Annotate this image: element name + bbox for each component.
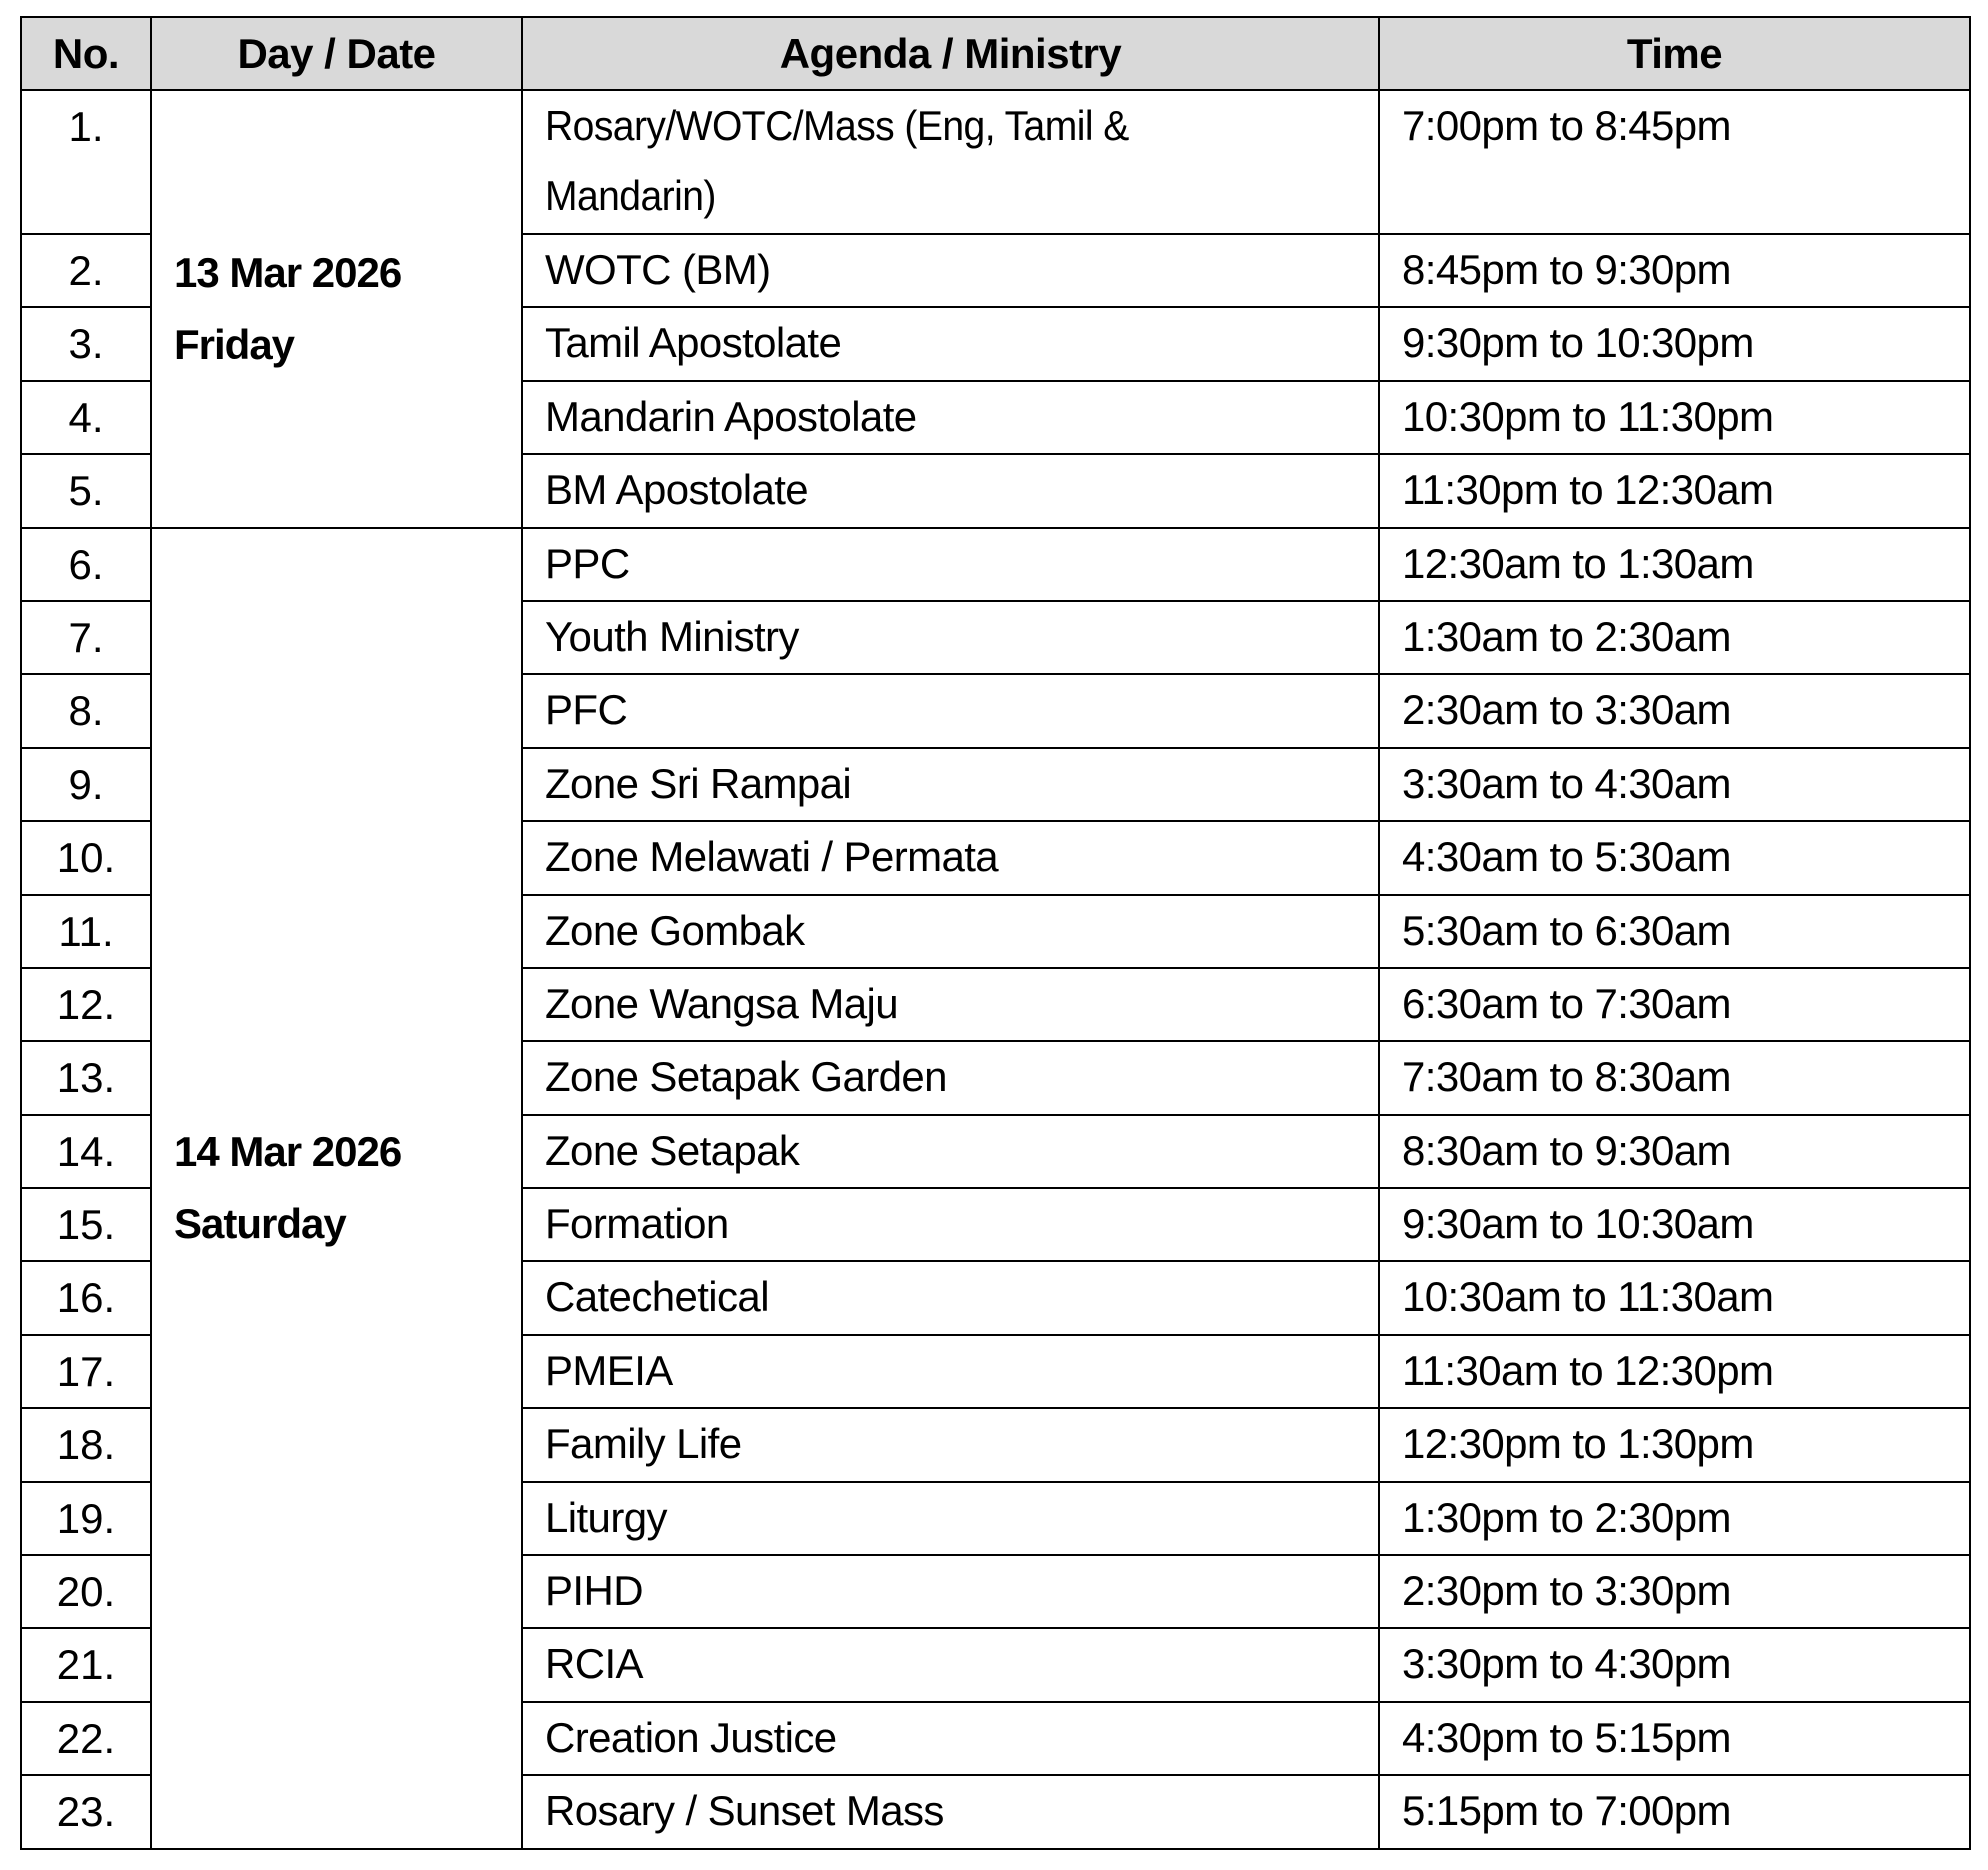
row-number: 12. [21, 968, 151, 1041]
time-cell: 1:30am to 2:30am [1379, 601, 1970, 674]
time-cell: 5:15pm to 7:00pm [1379, 1775, 1970, 1848]
time-cell: 2:30pm to 3:30pm [1379, 1555, 1970, 1628]
row-number: 14. [21, 1115, 151, 1188]
time-cell: 9:30pm to 10:30pm [1379, 307, 1970, 380]
row-number: 13. [21, 1041, 151, 1114]
time-cell: 8:45pm to 9:30pm [1379, 234, 1970, 307]
row-number: 4. [21, 381, 151, 454]
header-day-date: Day / Date [151, 17, 522, 90]
row-number: 6. [21, 528, 151, 601]
time-cell: 3:30am to 4:30am [1379, 748, 1970, 821]
day-label: Friday [174, 320, 295, 368]
agenda-cell: Zone Setapak Garden [522, 1041, 1379, 1114]
agenda-cell: Youth Ministry [522, 601, 1379, 674]
agenda-cell: PFC [522, 674, 1379, 747]
agenda-cell: RCIA [522, 1628, 1379, 1701]
date-label: 14 Mar 2026 [174, 1128, 402, 1176]
day-date-cell-saturday [151, 528, 522, 1849]
row-number: 22. [21, 1702, 151, 1775]
header-row [21, 17, 1970, 90]
row-number: 20. [21, 1555, 151, 1628]
agenda-cell: Zone Sri Rampai [522, 748, 1379, 821]
table-row [21, 90, 1970, 234]
time-cell: 11:30pm to 12:30am [1379, 454, 1970, 527]
agenda-line-2: Mandarin) [545, 172, 716, 219]
agenda-cell: Catechetical [522, 1261, 1379, 1334]
row-number: 23. [21, 1775, 151, 1848]
time-cell: 10:30pm to 11:30pm [1379, 381, 1970, 454]
header-agenda: Agenda / Ministry [522, 17, 1379, 90]
row-number: 17. [21, 1335, 151, 1408]
agenda-cell: Zone Wangsa Maju [522, 968, 1379, 1041]
agenda-cell: Mandarin Apostolate [522, 381, 1379, 454]
row-number: 18. [21, 1408, 151, 1481]
agenda-cell: Zone Gombak [522, 895, 1379, 968]
agenda-cell: Liturgy [522, 1482, 1379, 1555]
row-number: 21. [21, 1628, 151, 1701]
agenda-cell: PIHD [522, 1555, 1379, 1628]
agenda-cell: Zone Setapak [522, 1115, 1379, 1188]
time-cell: 3:30pm to 4:30pm [1379, 1628, 1970, 1701]
agenda-cell: Family Life [522, 1408, 1379, 1481]
table-row [21, 528, 1970, 601]
row-number: 3. [21, 307, 151, 380]
time-cell: 12:30pm to 1:30pm [1379, 1408, 1970, 1481]
agenda-line-1: Rosary/WOTC/Mass (Eng, Tamil & [545, 102, 1129, 149]
time-cell: 7:00pm to 8:45pm [1379, 90, 1970, 234]
date-label: 13 Mar 2026 [174, 248, 402, 296]
agenda-cell: Creation Justice [522, 1702, 1379, 1775]
agenda-cell: WOTC (BM) [522, 234, 1379, 307]
time-cell: 12:30am to 1:30am [1379, 528, 1970, 601]
time-cell: 4:30pm to 5:15pm [1379, 1702, 1970, 1775]
agenda-cell: BM Apostolate [522, 454, 1379, 527]
agenda-cell [522, 90, 1379, 234]
agenda-cell: PPC [522, 528, 1379, 601]
row-number: 9. [21, 748, 151, 821]
row-number: 16. [21, 1261, 151, 1334]
time-cell: 11:30am to 12:30pm [1379, 1335, 1970, 1408]
row-number: 7. [21, 601, 151, 674]
agenda-cell: PMEIA [522, 1335, 1379, 1408]
day-label: Saturday [174, 1200, 346, 1248]
time-cell: 8:30am to 9:30am [1379, 1115, 1970, 1188]
agenda-cell: Tamil Apostolate [522, 307, 1379, 380]
time-cell: 6:30am to 7:30am [1379, 968, 1970, 1041]
row-number: 2. [21, 234, 151, 307]
row-number: 15. [21, 1188, 151, 1261]
header-no: No. [21, 17, 151, 90]
agenda-cell: Zone Melawati / Permata [522, 821, 1379, 894]
time-cell: 9:30am to 10:30am [1379, 1188, 1970, 1261]
time-cell: 1:30pm to 2:30pm [1379, 1482, 1970, 1555]
row-number: 10. [21, 821, 151, 894]
time-cell: 4:30am to 5:30am [1379, 821, 1970, 894]
day-date-cell-friday [151, 90, 522, 528]
schedule-table [20, 16, 1971, 1850]
time-cell: 2:30am to 3:30am [1379, 674, 1970, 747]
row-number: 19. [21, 1482, 151, 1555]
row-number: 8. [21, 674, 151, 747]
row-number: 5. [21, 454, 151, 527]
agenda-cell: Formation [522, 1188, 1379, 1261]
time-cell: 7:30am to 8:30am [1379, 1041, 1970, 1114]
time-cell: 5:30am to 6:30am [1379, 895, 1970, 968]
header-time: Time [1379, 17, 1970, 90]
row-number: 1. [21, 90, 151, 234]
row-number: 11. [21, 895, 151, 968]
time-cell: 10:30am to 11:30am [1379, 1261, 1970, 1334]
agenda-cell: Rosary / Sunset Mass [522, 1775, 1379, 1848]
